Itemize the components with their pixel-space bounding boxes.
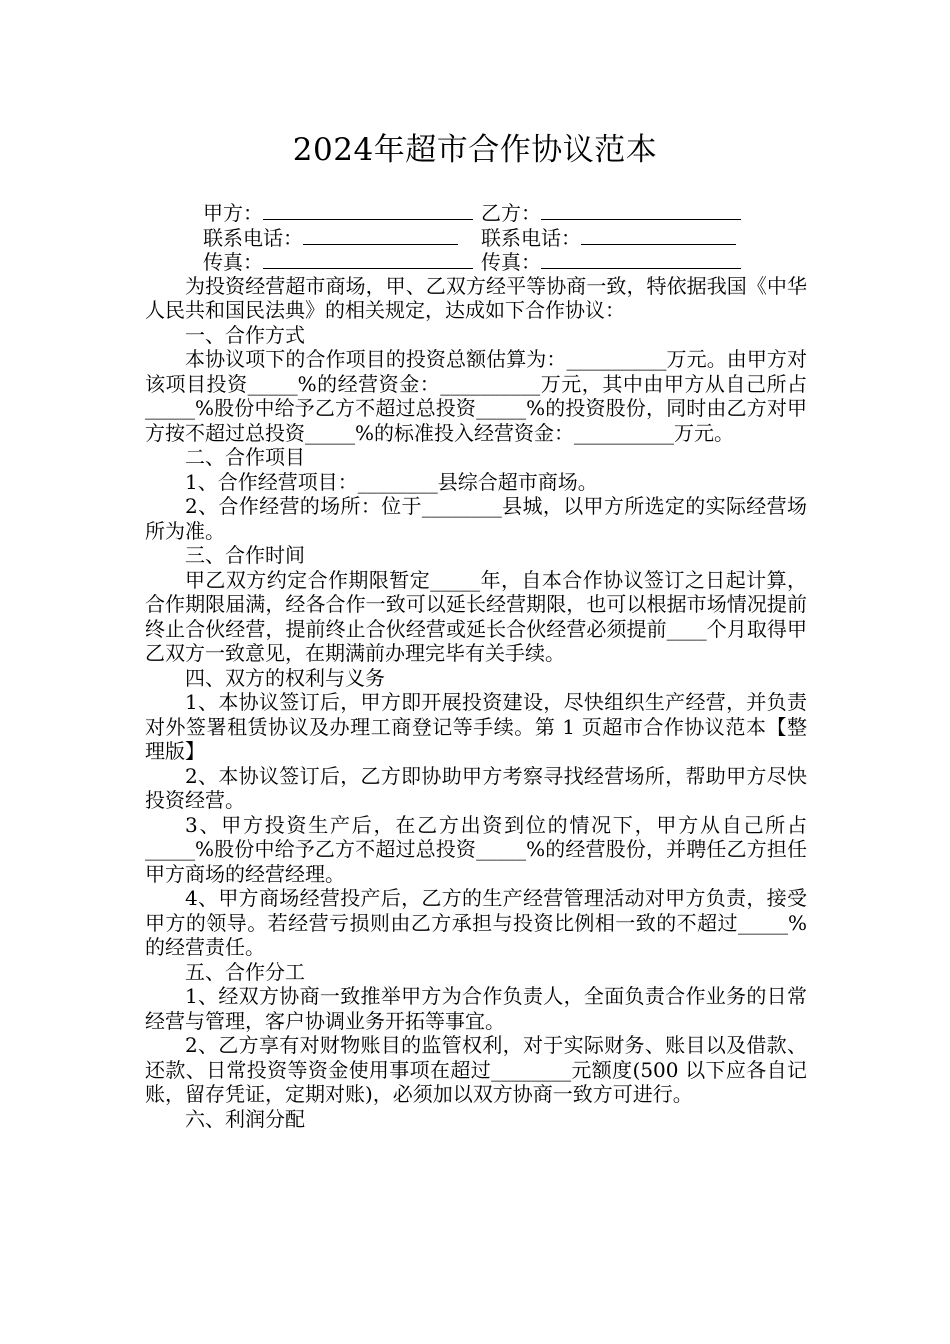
- section-5-item-2: 2、乙方享有对财物账目的监管权利，对于实际财务、账目以及借款、还款、日常投资等资金使用事项在超过________元额度(500 以下应各自记账，留存凭证，定期对账)，必须加以双方协商一致方可进行。: [145, 1033, 807, 1106]
- party-b-field: [481, 200, 741, 225]
- party-row-fax: [145, 249, 807, 274]
- party-b-phone-label: 联系电话：: [481, 225, 581, 250]
- section-3-heading: 三、合作时间: [185, 543, 305, 567]
- section-2-item-1: 1、合作经营项目：________县综合超市商场。: [185, 469, 598, 494]
- party-row-name: [145, 200, 807, 225]
- party-a-fax-label: 传真：: [203, 250, 263, 274]
- party-b-fax-field: [481, 249, 741, 274]
- section-4-item-1: 1、本协议签订后，甲方即开展投资建设，尽快组织生产经营，并负责对外签署租赁协议及办理工商登记等手续。第 1 页超市合作协议范本【整理版】: [145, 690, 807, 763]
- document-body: [145, 200, 807, 1131]
- section-2-item-2: 2、合作经营的场所：位于________县城，以甲方所选定的实际经营场所为准。: [145, 494, 807, 543]
- document-title: 2024年超市合作协议范本: [292, 132, 658, 168]
- party-b-blank: [541, 200, 741, 220]
- section-1-heading: 一、合作方式: [185, 322, 305, 347]
- section-4-item-4: 4、甲方商场经营投产后，乙方的生产经营管理活动对甲方负责，接受甲方的领导。若经营亏损则由乙方承担与投资比例相一致的不超过_____%的经营责任。: [145, 886, 807, 959]
- party-a-phone-blank: [303, 225, 458, 245]
- party-b-phone-blank: [581, 225, 736, 245]
- party-a-label: 甲方：: [203, 201, 263, 225]
- party-b-phone-field: [481, 225, 736, 250]
- section-1-body: 本协议项下的合作项目的投资总额估算为：__________万元。由甲方对该项目投资_____%的经营资金：__________万元，其中由甲方从自己所占_____%股份中给予乙方不超过总投资_____%的投资股份，同时由乙方对甲方按不超过总投资_____%的标准投入经营资金：__________万元。: [145, 347, 807, 445]
- party-b-fax-label: 传真：: [481, 250, 541, 274]
- section-5-heading: 五、合作分工: [185, 959, 305, 984]
- section-3-body: 甲乙双方约定合作期限暂定_____年，自本合作协议签订之日起计算，合作期限届满，经各合作一致可以延长经营期限，也可以根据市场情况提前终止合伙经营，提前终止合伙经营或延长合伙经营必须提前____个月取得甲乙双方一致意见，在期满前办理完毕有关手续。: [145, 567, 807, 665]
- section-4-item-3: 3、甲方投资生产后，在乙方出资到位的情况下，甲方从自己所占_____%股份中给予乙方不超过总投资_____%的经营股份，并聘任乙方担任甲方商场的经营经理。: [145, 812, 807, 886]
- section-4-item-2: 2、本协议签订后，乙方即协助甲方考察寻找经营场所，帮助甲方尽快投资经营。: [145, 763, 807, 812]
- party-a-phone-field: [203, 225, 481, 250]
- party-a-field: [203, 200, 481, 225]
- party-b-label: 乙方：: [481, 201, 541, 225]
- party-b-fax-blank: [541, 249, 741, 269]
- section-5-item-1: 1、经双方协商一致推举甲方为合作负责人，全面负责合作业务的日常经营与管理，客户协调业务开拓等事宜。: [145, 984, 807, 1033]
- party-a-blank: [263, 200, 473, 220]
- party-a-fax-blank: [263, 249, 473, 269]
- intro-paragraph: 为投资经营超市商场，甲、乙双方经平等协商一致，特依据我国《中华人民共和国民法典》的相关规定，达成如下合作协议：: [145, 273, 807, 322]
- party-a-phone-label: 联系电话：: [203, 225, 303, 250]
- section-4-heading: 四、双方的权利与义务: [185, 665, 385, 690]
- party-a-fax-field: [203, 249, 481, 274]
- section-2-heading: 二、合作项目: [185, 445, 305, 469]
- party-row-phone: [145, 225, 807, 250]
- section-6-heading: 六、利润分配: [185, 1106, 305, 1131]
